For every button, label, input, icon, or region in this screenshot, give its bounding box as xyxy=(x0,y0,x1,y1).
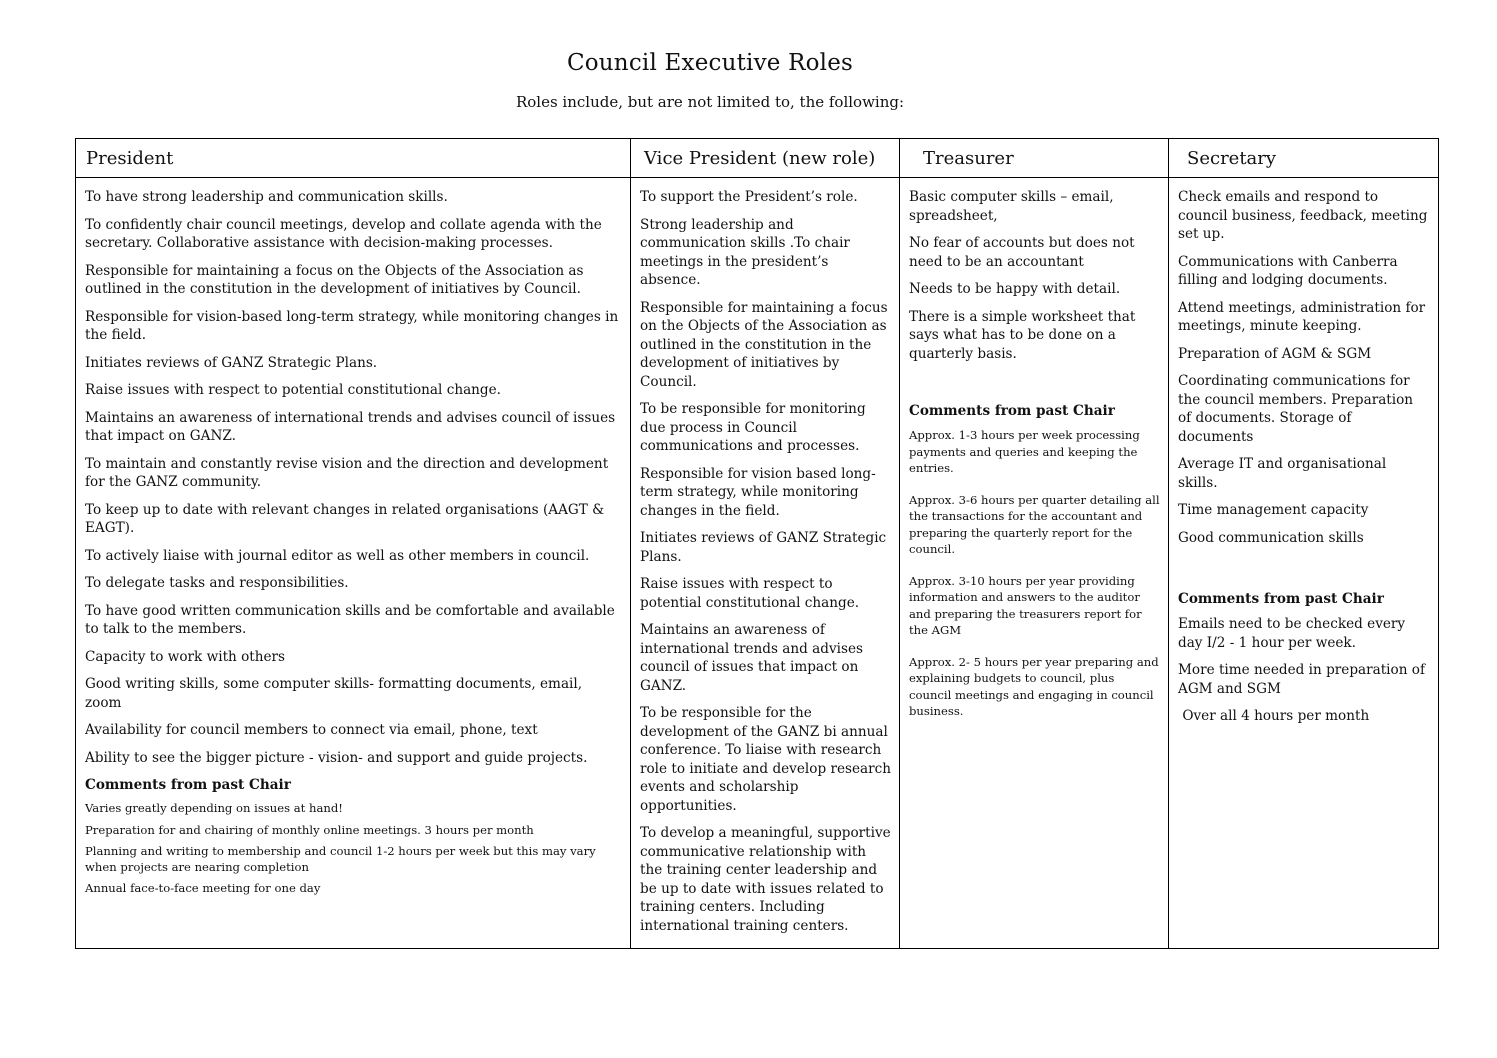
list-item: Average IT and organisational skills. xyxy=(1178,456,1387,491)
list-item: There is a simple worksheet that says what has to be done on a quarterly basis. xyxy=(909,308,1136,362)
list-item: To have good written communication skills and be comfortable and available to talk to the members. xyxy=(85,602,615,637)
list-item: Responsible for vision-based long-term strategy, while monitoring changes in the field. xyxy=(85,308,619,343)
list-item: Time management capacity xyxy=(1178,502,1369,518)
list-item: To have strong leadership and communication skills. xyxy=(85,189,448,205)
list-item: Raise issues with respect to potential constitutional change. xyxy=(640,576,860,611)
list-item: Good communication skills xyxy=(1178,529,1364,546)
comments-heading: Comments from past Chair xyxy=(1178,591,1384,607)
comment-item: Approx. 3-6 hours per quarter detailing all the transactions for the accountant and preparing the quarterly report for the council. xyxy=(909,492,1160,556)
list-item: Good writing skills, some computer skills- formatting documents, email, zoom xyxy=(85,676,583,711)
list-item: Coordinating communications for the council members. Preparation of documents. Storage of documents xyxy=(1178,373,1414,445)
list-item: Check emails and respond to council business, feedback, meeting set up. xyxy=(1178,189,1428,242)
list-item: Capacity to work with others xyxy=(85,648,286,665)
list-item: To delegate tasks and responsibilities. xyxy=(85,575,349,591)
comment-item: Planning and writing to membership and council 1-2 hours per week but this may vary when projects are nearing completion xyxy=(85,844,596,874)
list-item: Preparation of AGM & SGM xyxy=(1178,345,1372,362)
comment-item: Varies greatly depending on issues at hand! xyxy=(85,801,343,815)
comment-item: Approx. 3-10 hours per year providing information and answers to the auditor and preparing the treasurers report for the AGM xyxy=(909,573,1142,637)
list-item: Attend meetings, administration for meetings, minute keeping. xyxy=(1178,299,1426,334)
list-item: Availability for council members to connect via email, phone, text xyxy=(85,722,538,738)
list-item: Maintains an awareness of international trends and advises council of issues that impact on GANZ. xyxy=(85,409,616,444)
list-item: Initiates reviews of GANZ Strategic Plans. xyxy=(640,530,887,565)
list-item: Maintains an awareness of international trends and advises council of issues that impact on GANZ. xyxy=(640,622,863,694)
list-item: To confidently chair council meetings, develop and collate agenda with the secretary. Collaborative assistance with decision-making processes. xyxy=(85,216,602,251)
comment-item: More time needed in preparation of AGM and SGM xyxy=(1178,662,1426,697)
column-heading-president: President xyxy=(76,139,631,178)
list-item: To maintain and constantly revise vision and the direction and development for the GANZ community. xyxy=(85,455,609,490)
comment-item: Over all 4 hours per month xyxy=(1178,708,1370,724)
list-item: Raise issues with respect to potential constitutional change. xyxy=(85,382,501,398)
list-item: Needs to be happy with detail. xyxy=(909,281,1121,297)
list-item: No fear of accounts but does not need to be an accountant xyxy=(909,235,1135,270)
comments-heading: Comments from past Chair xyxy=(85,777,291,793)
list-item: Ability to see the bigger picture - vision- and support and guide projects. xyxy=(85,749,588,766)
treasurer-cell xyxy=(900,178,1169,949)
list-item: To be responsible for monitoring due process in Council communications and processes. xyxy=(640,401,866,454)
list-item: Responsible for maintaining a focus on the Objects of the Association as outlined in the constitution in the development of initiatives by Council. xyxy=(640,299,888,390)
comment-item: Preparation for and chairing of monthly online meetings. 3 hours per month xyxy=(85,822,534,837)
comment-item: Annual face-to-face meeting for one day xyxy=(85,881,321,895)
comment-item: Emails need to be checked every day I/2 - 1 hour per week. xyxy=(1178,616,1406,651)
secretary-cell xyxy=(1169,178,1439,949)
list-item: To be responsible for the development of the GANZ bi annual conference. To liaise with research role to initiate and develop research events and scholarship opportunities. xyxy=(640,705,891,814)
column-heading-treasurer: Treasurer xyxy=(900,139,1169,178)
list-item: Initiates reviews of GANZ Strategic Plans. xyxy=(85,354,378,371)
list-item: Strong leadership and communication skills .To chair meetings in the president’s absence. xyxy=(640,216,850,288)
list-item: Responsible for maintaining a focus on the Objects of the Association as outlined in the constitution in the development of initiatives by Council. xyxy=(85,262,584,297)
column-heading-vice-president: Vice President (new role) xyxy=(631,139,900,178)
list-item: Basic computer skills – email, spreadsheet, xyxy=(909,189,1114,224)
spacer xyxy=(909,372,1160,394)
comment-item: Approx. 2- 5 hours per year preparing and explaining budgets to council, plus council meetings and engaging in council business. xyxy=(909,654,1159,718)
list-item: Responsible for vision based long-term strategy, while monitoring changes in the field. xyxy=(640,465,876,519)
comments-heading: Comments from past Chair xyxy=(909,403,1115,419)
president-cell xyxy=(76,178,631,949)
list-item: To develop a meaningful, supportive communicative relationship with the training center leadership and be up to date with issues related to training centers. Including international training centers. xyxy=(640,825,891,934)
roles-table xyxy=(75,138,1439,949)
list-item: Communications with Canberra filling and lodging documents. xyxy=(1178,253,1398,288)
page-title: Council Executive Roles xyxy=(566,50,854,76)
column-heading-secretary: Secretary xyxy=(1169,139,1439,178)
table-body-row xyxy=(76,178,1439,949)
vice-president-cell xyxy=(631,178,900,949)
comment-item: Approx. 1-3 hours per week processing payments and queries and keeping the entries. xyxy=(909,428,1140,475)
table-header-row xyxy=(76,139,1439,178)
list-item: To support the President’s role. xyxy=(640,189,858,205)
page-subtitle: Roles include, but are not limited to, the following: xyxy=(515,93,905,111)
list-item: To actively liaise with journal editor as well as other members in council. xyxy=(85,547,590,564)
spacer xyxy=(1178,556,1430,582)
list-item: To keep up to date with relevant changes in related organisations (AAGT & EAGT). xyxy=(85,501,605,536)
